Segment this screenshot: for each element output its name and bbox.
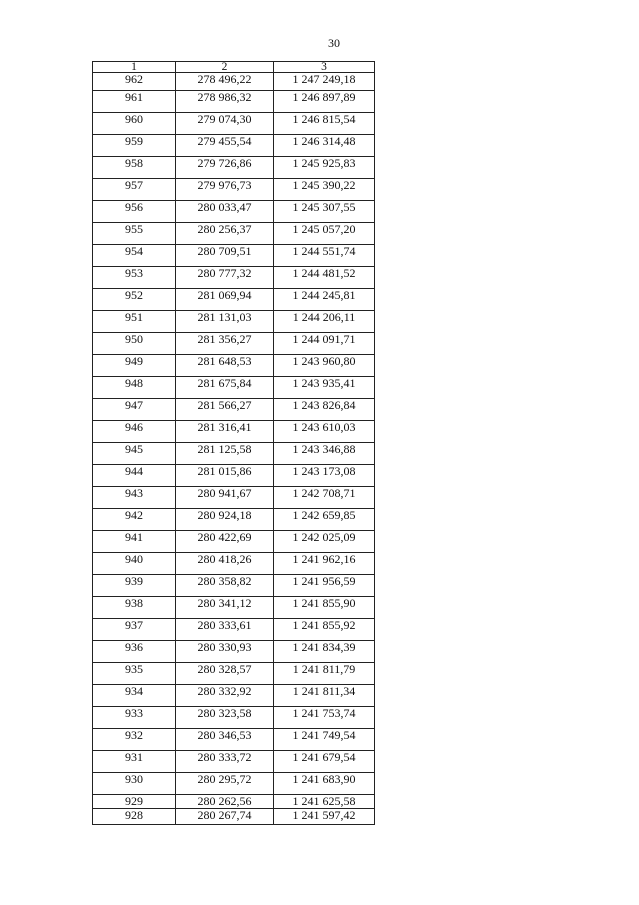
- x-coordinate-cell: 280 256,37: [176, 223, 274, 245]
- x-coordinate-cell: 279 976,73: [176, 179, 274, 201]
- table-row: [93, 509, 375, 531]
- table-row: [93, 267, 375, 289]
- y-coordinate-cell: 1 241 811,79: [274, 663, 375, 685]
- point-number-cell: 957: [93, 179, 176, 201]
- x-coordinate-cell: 280 033,47: [176, 201, 274, 223]
- y-coordinate-cell: 1 245 057,20: [274, 223, 375, 245]
- y-coordinate-cell: 1 241 956,59: [274, 575, 375, 597]
- y-coordinate-cell: 1 246 314,48: [274, 135, 375, 157]
- table-row: [93, 113, 375, 135]
- table-row: [93, 729, 375, 751]
- x-coordinate-cell: 281 131,03: [176, 311, 274, 333]
- y-coordinate-cell: 1 241 625,58: [274, 795, 375, 809]
- table-row: [93, 355, 375, 377]
- column-header-2: 2: [176, 62, 274, 73]
- coordinates-table: [92, 61, 375, 825]
- x-coordinate-cell: 281 356,27: [176, 333, 274, 355]
- y-coordinate-cell: 1 241 962,16: [274, 553, 375, 575]
- table-row: [93, 377, 375, 399]
- table-row: [93, 685, 375, 707]
- table-row: [93, 311, 375, 333]
- point-number-cell: 940: [93, 553, 176, 575]
- point-number-cell: 945: [93, 443, 176, 465]
- y-coordinate-cell: 1 245 925,83: [274, 157, 375, 179]
- point-number-cell: 943: [93, 487, 176, 509]
- table-row: [93, 553, 375, 575]
- table-row: [93, 223, 375, 245]
- y-coordinate-cell: 1 242 025,09: [274, 531, 375, 553]
- x-coordinate-cell: 280 323,58: [176, 707, 274, 729]
- y-coordinate-cell: 1 244 245,81: [274, 289, 375, 311]
- point-number-cell: 960: [93, 113, 176, 135]
- x-coordinate-cell: 280 332,92: [176, 685, 274, 707]
- table-body: [93, 73, 375, 825]
- y-coordinate-cell: 1 244 481,52: [274, 267, 375, 289]
- y-coordinate-cell: 1 243 173,08: [274, 465, 375, 487]
- table-row: [93, 619, 375, 641]
- column-header-1: 1: [93, 62, 176, 73]
- x-coordinate-cell: 281 648,53: [176, 355, 274, 377]
- x-coordinate-cell: 281 125,58: [176, 443, 274, 465]
- x-coordinate-cell: 280 422,69: [176, 531, 274, 553]
- table-row: [93, 773, 375, 795]
- point-number-cell: 954: [93, 245, 176, 267]
- point-number-cell: 955: [93, 223, 176, 245]
- table-row: [93, 809, 375, 825]
- point-number-cell: 953: [93, 267, 176, 289]
- y-coordinate-cell: 1 247 249,18: [274, 73, 375, 91]
- point-number-cell: 933: [93, 707, 176, 729]
- x-coordinate-cell: 280 346,53: [176, 729, 274, 751]
- x-coordinate-cell: 280 358,82: [176, 575, 274, 597]
- x-coordinate-cell: 280 418,26: [176, 553, 274, 575]
- table-row: [93, 575, 375, 597]
- table-row: [93, 421, 375, 443]
- table-row: [93, 663, 375, 685]
- point-number-cell: 949: [93, 355, 176, 377]
- point-number-cell: 956: [93, 201, 176, 223]
- x-coordinate-cell: 281 069,94: [176, 289, 274, 311]
- table-row: [93, 641, 375, 663]
- point-number-cell: 934: [93, 685, 176, 707]
- y-coordinate-cell: 1 242 708,71: [274, 487, 375, 509]
- table-row: [93, 597, 375, 619]
- column-header-3: 3: [274, 62, 375, 73]
- y-coordinate-cell: 1 242 659,85: [274, 509, 375, 531]
- header-row: [93, 62, 375, 73]
- y-coordinate-cell: 1 241 753,74: [274, 707, 375, 729]
- table-header: [93, 62, 375, 73]
- point-number-cell: 962: [93, 73, 176, 91]
- x-coordinate-cell: 280 924,18: [176, 509, 274, 531]
- x-coordinate-cell: 280 941,67: [176, 487, 274, 509]
- page-number: 30: [328, 36, 340, 50]
- point-number-cell: 958: [93, 157, 176, 179]
- table-row: [93, 399, 375, 421]
- y-coordinate-cell: 1 241 679,54: [274, 751, 375, 773]
- x-coordinate-cell: 281 675,84: [176, 377, 274, 399]
- x-coordinate-cell: 280 328,57: [176, 663, 274, 685]
- point-number-cell: 948: [93, 377, 176, 399]
- table-row: [93, 707, 375, 729]
- y-coordinate-cell: 1 241 811,34: [274, 685, 375, 707]
- y-coordinate-cell: 1 243 610,03: [274, 421, 375, 443]
- y-coordinate-cell: 1 241 855,92: [274, 619, 375, 641]
- table-row: [93, 443, 375, 465]
- y-coordinate-cell: 1 241 597,42: [274, 809, 375, 825]
- table-row: [93, 487, 375, 509]
- point-number-cell: 941: [93, 531, 176, 553]
- y-coordinate-cell: 1 244 551,74: [274, 245, 375, 267]
- y-coordinate-cell: 1 245 390,22: [274, 179, 375, 201]
- point-number-cell: 936: [93, 641, 176, 663]
- table-row: [93, 795, 375, 809]
- x-coordinate-cell: 280 267,74: [176, 809, 274, 825]
- table-row: [93, 201, 375, 223]
- point-number-cell: 947: [93, 399, 176, 421]
- point-number-cell: 931: [93, 751, 176, 773]
- y-coordinate-cell: 1 241 855,90: [274, 597, 375, 619]
- y-coordinate-cell: 1 241 834,39: [274, 641, 375, 663]
- x-coordinate-cell: 281 316,41: [176, 421, 274, 443]
- x-coordinate-cell: 280 333,72: [176, 751, 274, 773]
- x-coordinate-cell: 279 726,86: [176, 157, 274, 179]
- x-coordinate-cell: 280 709,51: [176, 245, 274, 267]
- y-coordinate-cell: 1 243 346,88: [274, 443, 375, 465]
- y-coordinate-cell: 1 246 815,54: [274, 113, 375, 135]
- point-number-cell: 961: [93, 91, 176, 113]
- x-coordinate-cell: 278 986,32: [176, 91, 274, 113]
- point-number-cell: 932: [93, 729, 176, 751]
- x-coordinate-cell: 280 341,12: [176, 597, 274, 619]
- y-coordinate-cell: 1 241 683,90: [274, 773, 375, 795]
- x-coordinate-cell: 280 333,61: [176, 619, 274, 641]
- x-coordinate-cell: 278 496,22: [176, 73, 274, 91]
- point-number-cell: 942: [93, 509, 176, 531]
- point-number-cell: 935: [93, 663, 176, 685]
- y-coordinate-cell: 1 241 749,54: [274, 729, 375, 751]
- point-number-cell: 944: [93, 465, 176, 487]
- point-number-cell: 928: [93, 809, 176, 825]
- table-row: [93, 289, 375, 311]
- table-row: [93, 333, 375, 355]
- table-row: [93, 179, 375, 201]
- point-number-cell: 946: [93, 421, 176, 443]
- x-coordinate-cell: 279 074,30: [176, 113, 274, 135]
- table-row: [93, 245, 375, 267]
- x-coordinate-cell: 281 015,86: [176, 465, 274, 487]
- point-number-cell: 929: [93, 795, 176, 809]
- point-number-cell: 939: [93, 575, 176, 597]
- y-coordinate-cell: 1 245 307,55: [274, 201, 375, 223]
- table-row: [93, 91, 375, 113]
- table-row: [93, 751, 375, 773]
- y-coordinate-cell: 1 246 897,89: [274, 91, 375, 113]
- point-number-cell: 937: [93, 619, 176, 641]
- table-row: [93, 465, 375, 487]
- table-row: [93, 73, 375, 91]
- table-row: [93, 135, 375, 157]
- point-number-cell: 959: [93, 135, 176, 157]
- x-coordinate-cell: 280 777,32: [176, 267, 274, 289]
- x-coordinate-cell: 279 455,54: [176, 135, 274, 157]
- y-coordinate-cell: 1 244 091,71: [274, 333, 375, 355]
- point-number-cell: 930: [93, 773, 176, 795]
- point-number-cell: 950: [93, 333, 176, 355]
- point-number-cell: 952: [93, 289, 176, 311]
- x-coordinate-cell: 280 295,72: [176, 773, 274, 795]
- x-coordinate-cell: 280 262,56: [176, 795, 274, 809]
- table-row: [93, 531, 375, 553]
- point-number-cell: 951: [93, 311, 176, 333]
- point-number-cell: 938: [93, 597, 176, 619]
- x-coordinate-cell: 281 566,27: [176, 399, 274, 421]
- y-coordinate-cell: 1 243 960,80: [274, 355, 375, 377]
- y-coordinate-cell: 1 243 935,41: [274, 377, 375, 399]
- y-coordinate-cell: 1 244 206,11: [274, 311, 375, 333]
- x-coordinate-cell: 280 330,93: [176, 641, 274, 663]
- table-row: [93, 157, 375, 179]
- y-coordinate-cell: 1 243 826,84: [274, 399, 375, 421]
